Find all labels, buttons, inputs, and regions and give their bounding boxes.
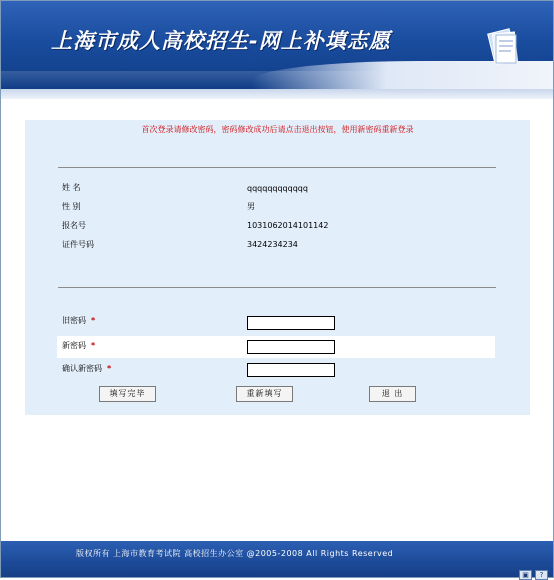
header-banner: [1, 1, 553, 89]
registration-number-value: 1031062014101142: [247, 221, 329, 230]
notice-message: 首次登录请修改密码，密码修改成功后请点击退出按钮，使用新密码重新登录: [141, 125, 414, 134]
name-label: 姓 名: [62, 183, 81, 192]
id-number-value: 3424234234: [247, 240, 298, 249]
footer-bar: [1, 541, 553, 577]
fullscreen-icon[interactable]: ▣: [519, 570, 532, 580]
confirm-password-label: 确认新密码 *: [62, 364, 112, 373]
main-panel: [25, 120, 530, 415]
id-number-label: 证件号码: [62, 240, 94, 249]
copyright-text: 版权所有 上海市教育考试院 高校招生办公室 @2005-2008 All Rights Reserved: [76, 549, 394, 558]
gender-label: 性 别: [62, 202, 81, 211]
required-mark: *: [91, 316, 96, 325]
help-icon[interactable]: ?: [535, 570, 548, 580]
gender-value: 男: [247, 202, 255, 211]
divider-middle: [58, 287, 496, 288]
header-shadow-band: [1, 89, 553, 99]
page-title: 上海市成人高校招生-网上补填志愿: [51, 29, 391, 53]
reset-button[interactable]: 重新填写: [236, 386, 293, 402]
exit-button[interactable]: 退 出: [369, 386, 416, 402]
new-password-input[interactable]: [247, 340, 335, 354]
old-password-input[interactable]: [247, 316, 335, 330]
divider-top: [58, 167, 496, 168]
new-password-label: 新密码 *: [62, 341, 96, 350]
document-icon: [487, 25, 519, 67]
submit-button[interactable]: 填写完毕: [99, 386, 156, 402]
confirm-password-input[interactable]: [247, 363, 335, 377]
name-value: qqqqqqqqqqqq: [247, 184, 308, 193]
old-password-label: 旧密码 *: [62, 316, 96, 325]
required-mark: *: [107, 364, 112, 373]
registration-number-label: 报名号: [62, 221, 86, 230]
required-mark: *: [91, 341, 96, 350]
